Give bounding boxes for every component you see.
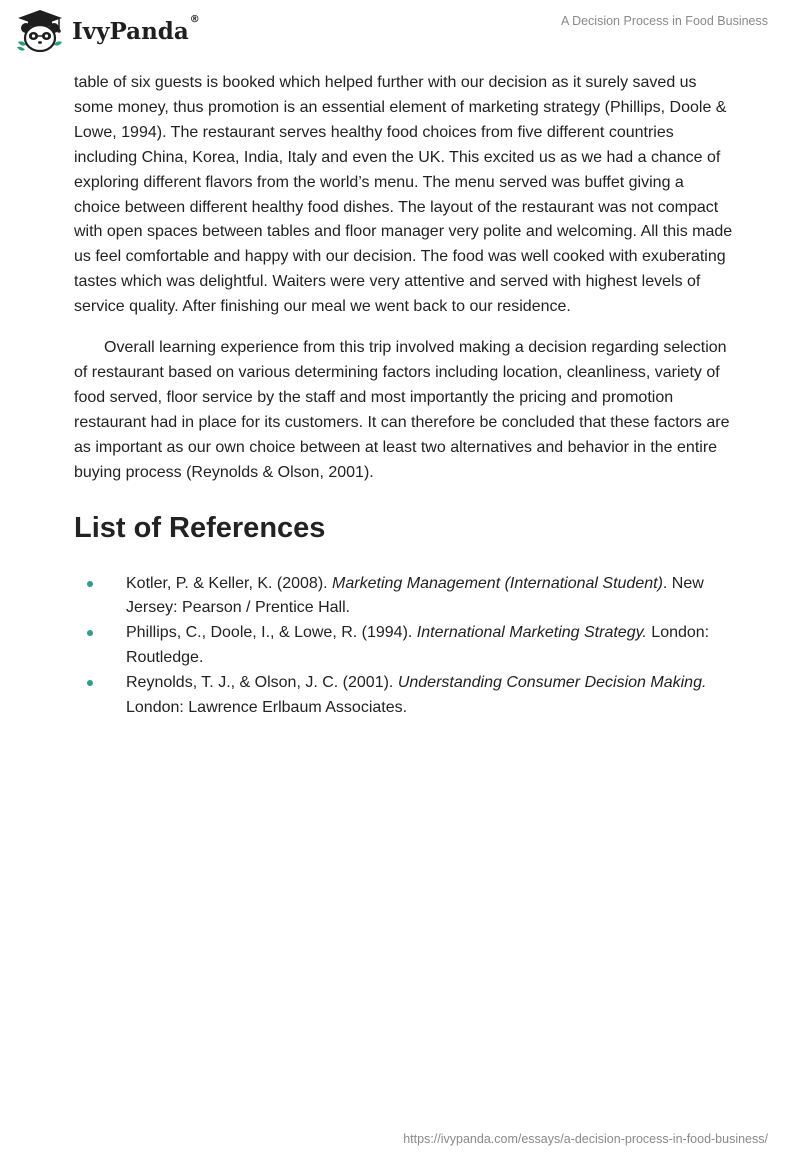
reference-publisher: London: Lawrence Erlbaum Associates. bbox=[126, 699, 408, 717]
reference-title: International Marketing Strategy. bbox=[416, 624, 647, 642]
panda-graduate-logo-icon bbox=[14, 8, 66, 54]
reference-item bbox=[74, 671, 734, 721]
references-list bbox=[74, 572, 734, 721]
document-title: A Decision Process in Food Business bbox=[560, 14, 768, 28]
source-url-link[interactable]: https://ivypanda.com/essays/a-decision-process-in-food-business/ bbox=[403, 1132, 768, 1146]
reference-item bbox=[74, 572, 734, 622]
essay-content bbox=[74, 71, 734, 721]
reference-item bbox=[74, 621, 734, 671]
reference-authors: Reynolds, T. J., & Olson, J. C. (2001). bbox=[126, 674, 398, 692]
body-paragraph: Overall learning experience from this trip involved making a decision regarding selection of restaurant based on various determining factors including location, cleanliness, variety of food served, floor service by the staff and most importantly the pricing and promotion restaurant had in place for its customers. It can therefore be concluded that these factors are as important as our own choice between at least two alternatives and behavior in the entire buying process (Reynolds & Olson, 2001). bbox=[74, 339, 730, 481]
reference-title: Marketing Management (International Student) bbox=[332, 574, 663, 592]
reference-authors: Phillips, C., Doole, I., & Lowe, R. (1994). bbox=[126, 624, 417, 642]
reference-publisher: London: Routledge. bbox=[126, 624, 710, 667]
reference-publisher: . New Jersey: Pearson / Prentice Hall. bbox=[126, 574, 704, 617]
reference-title: Understanding Consumer Decision Making. bbox=[397, 674, 707, 692]
bullet-dot-icon bbox=[87, 680, 93, 686]
bullet-dot-icon bbox=[87, 581, 93, 587]
references-heading: List of References bbox=[74, 511, 326, 544]
reference-authors: Kotler, P. & Keller, K. (2008). bbox=[126, 574, 333, 592]
bullet-dot-icon bbox=[87, 630, 93, 636]
page-header bbox=[0, 0, 800, 64]
body-paragraph: table of six guests is booked which helped further with our decision as it surely saved us some money, thus promotion is an essential element of marketing strategy (Phillips, Doole & Lowe, 1994). The restaurant serves healthy food choices from five different countries including China, Korea, India, Italy and even the UK. This excited us as we had a chance of exploring different flavors from the world’s menu. The menu served was buffet giving a choice between different healthy food dishes. The layout of the restaurant was not compact with open spaces between tables and floor manager very polite and welcoming. All this made us feel comfortable and happy with our decision. The food was well cooked with exuberating tastes which was delightful. Waiters were very attentive and served with highest levels of service quality. After finishing our meal we went back to our residence. bbox=[74, 74, 733, 316]
logo-wordmark: IvyPanda® bbox=[72, 13, 200, 45]
ivypanda-logo[interactable] bbox=[14, 8, 200, 54]
